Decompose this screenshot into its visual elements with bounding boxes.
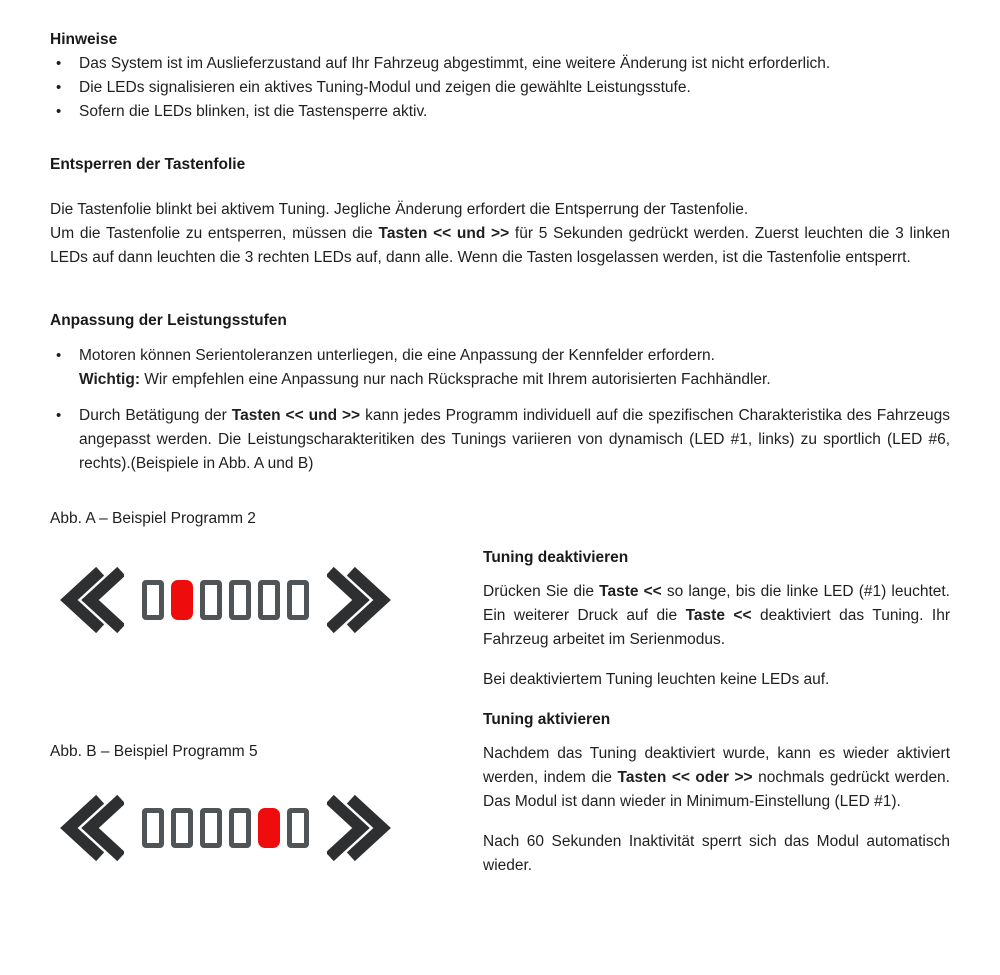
double-chevron-right-icon xyxy=(327,567,395,633)
bullet-item xyxy=(50,100,950,124)
led-row xyxy=(142,808,309,848)
figure-b-graphic xyxy=(56,792,483,864)
bullet-item xyxy=(50,404,950,476)
text: Die Tastenfolie blinkt bei aktivem Tuning. Jegliche Änderung erfordert die Entsperrung der Tastenfolie. xyxy=(50,201,749,218)
hinweise-heading: Hinweise xyxy=(50,31,118,48)
figures-column xyxy=(50,507,483,894)
bold-text: Tasten << oder >> xyxy=(617,769,753,786)
paragraph xyxy=(50,222,950,270)
led-5-active xyxy=(258,808,280,848)
paragraph-line xyxy=(50,198,950,222)
paragraph xyxy=(483,668,950,692)
paragraph xyxy=(483,742,950,814)
bold-text: Wichtig: xyxy=(79,371,140,388)
text: Das System ist im Auslieferzustand auf Ihr Fahrzeug abgestimmt, eine weitere Änderung ist nicht erforderlich. xyxy=(79,55,831,72)
text: deaktiviert das Tuning. Ihr Fahrzeug arbeitet im Serienmodus. xyxy=(483,607,950,648)
figure-b-label: Abb. B – Beispiel Programm 5 xyxy=(50,743,258,760)
tuning-aktivieren-heading: Tuning aktivieren xyxy=(483,711,611,728)
led-1 xyxy=(142,580,164,620)
section-hinweise xyxy=(50,28,950,124)
anpassung-bullet-list xyxy=(50,344,950,476)
anpassung-heading: Anpassung der Leistungsstufen xyxy=(50,312,287,329)
double-chevron-right-icon xyxy=(327,795,395,861)
led-3 xyxy=(200,808,222,848)
tuning-deaktivieren-heading: Tuning deaktivieren xyxy=(483,549,629,566)
text: nochmals gedrückt werden. Das Modul ist dann wieder in Minimum-Einstellung (LED #1). xyxy=(483,769,950,810)
section-anpassung xyxy=(50,309,950,476)
text: Wir empfehlen eine Anpassung nur nach Rücksprache mit Ihrem autorisierten Fachhändler. xyxy=(140,371,771,388)
text: Bei deaktiviertem Tuning leuchten keine LEDs auf. xyxy=(483,671,830,688)
double-chevron-left-icon xyxy=(56,795,124,861)
bullet-item xyxy=(50,344,950,392)
led-2 xyxy=(171,808,193,848)
bold-text: Taste << xyxy=(599,583,662,600)
paragraph xyxy=(483,830,950,878)
section-entsperren xyxy=(50,153,950,270)
led-4 xyxy=(229,580,251,620)
bold-text: Taste << xyxy=(685,607,752,624)
paragraph xyxy=(483,580,950,652)
text: Drücken Sie die xyxy=(483,583,600,600)
bullet-item xyxy=(50,52,950,76)
figure-a-graphic xyxy=(56,564,483,636)
tuning-column xyxy=(483,546,950,894)
text: Nachdem das Tuning deaktiviert wurde, kann es wieder aktiviert werden, indem die xyxy=(483,745,950,786)
led-6 xyxy=(287,580,309,620)
figure-a-label: Abb. A – Beispiel Programm 2 xyxy=(50,510,256,527)
led-4 xyxy=(229,808,251,848)
figures-and-tuning-area xyxy=(50,507,950,894)
text: so lange, bis die linke LED (#1) leuchtet. Ein weiterer Druck auf die xyxy=(483,583,950,624)
led-5 xyxy=(258,580,280,620)
text: Motoren können Serientoleranzen unterliegen, die eine Anpassung der Kennfelder erfordern. xyxy=(79,347,715,364)
led-2-active xyxy=(171,580,193,620)
led-1 xyxy=(142,808,164,848)
led-6 xyxy=(287,808,309,848)
entsperren-heading: Entsperren der Tastenfolie xyxy=(50,156,246,173)
paragraph-line xyxy=(79,344,950,368)
text: Nach 60 Sekunden Inaktivität sperrt sich das Modul automatisch wieder. xyxy=(483,833,950,874)
bold-text: Tasten << und >> xyxy=(231,407,361,424)
double-chevron-left-icon xyxy=(56,567,124,633)
bold-text: Tasten << und >> xyxy=(378,225,510,242)
bullet-item xyxy=(50,76,950,100)
led-3 xyxy=(200,580,222,620)
text: für 5 Sekunden gedrückt werden. Zuerst leuchten die 3 linken LEDs auf dann leuchten die 3 rechten LEDs auf, dann alle. Wenn die Tasten losgelassen werden, ist die Tastenfolie entsperrt. xyxy=(50,225,950,266)
entsperren-paragraph xyxy=(50,198,950,270)
text: Um die Tastenfolie zu entsperren, müssen die xyxy=(50,225,379,242)
paragraph-line xyxy=(79,368,950,392)
text: kann jedes Programm individuell auf die spezifischen Charakteristika des Fahrzeugs angepasst werden. Die Leistungscharakteritiken des Tunings variieren von dynamisch (LED #1, links) zu sportlich (LED #6, rechts).(Beispiele in Abb. A und B) xyxy=(79,407,950,472)
led-row xyxy=(142,580,309,620)
text: Die LEDs signalisieren ein aktives Tuning-Modul und zeigen die gewählte Leistungsstufe. xyxy=(79,79,691,96)
hinweise-bullet-list xyxy=(50,52,950,124)
text: Sofern die LEDs blinken, ist die Tastensperre aktiv. xyxy=(79,103,428,120)
text: Durch Betätigung der xyxy=(79,407,232,424)
